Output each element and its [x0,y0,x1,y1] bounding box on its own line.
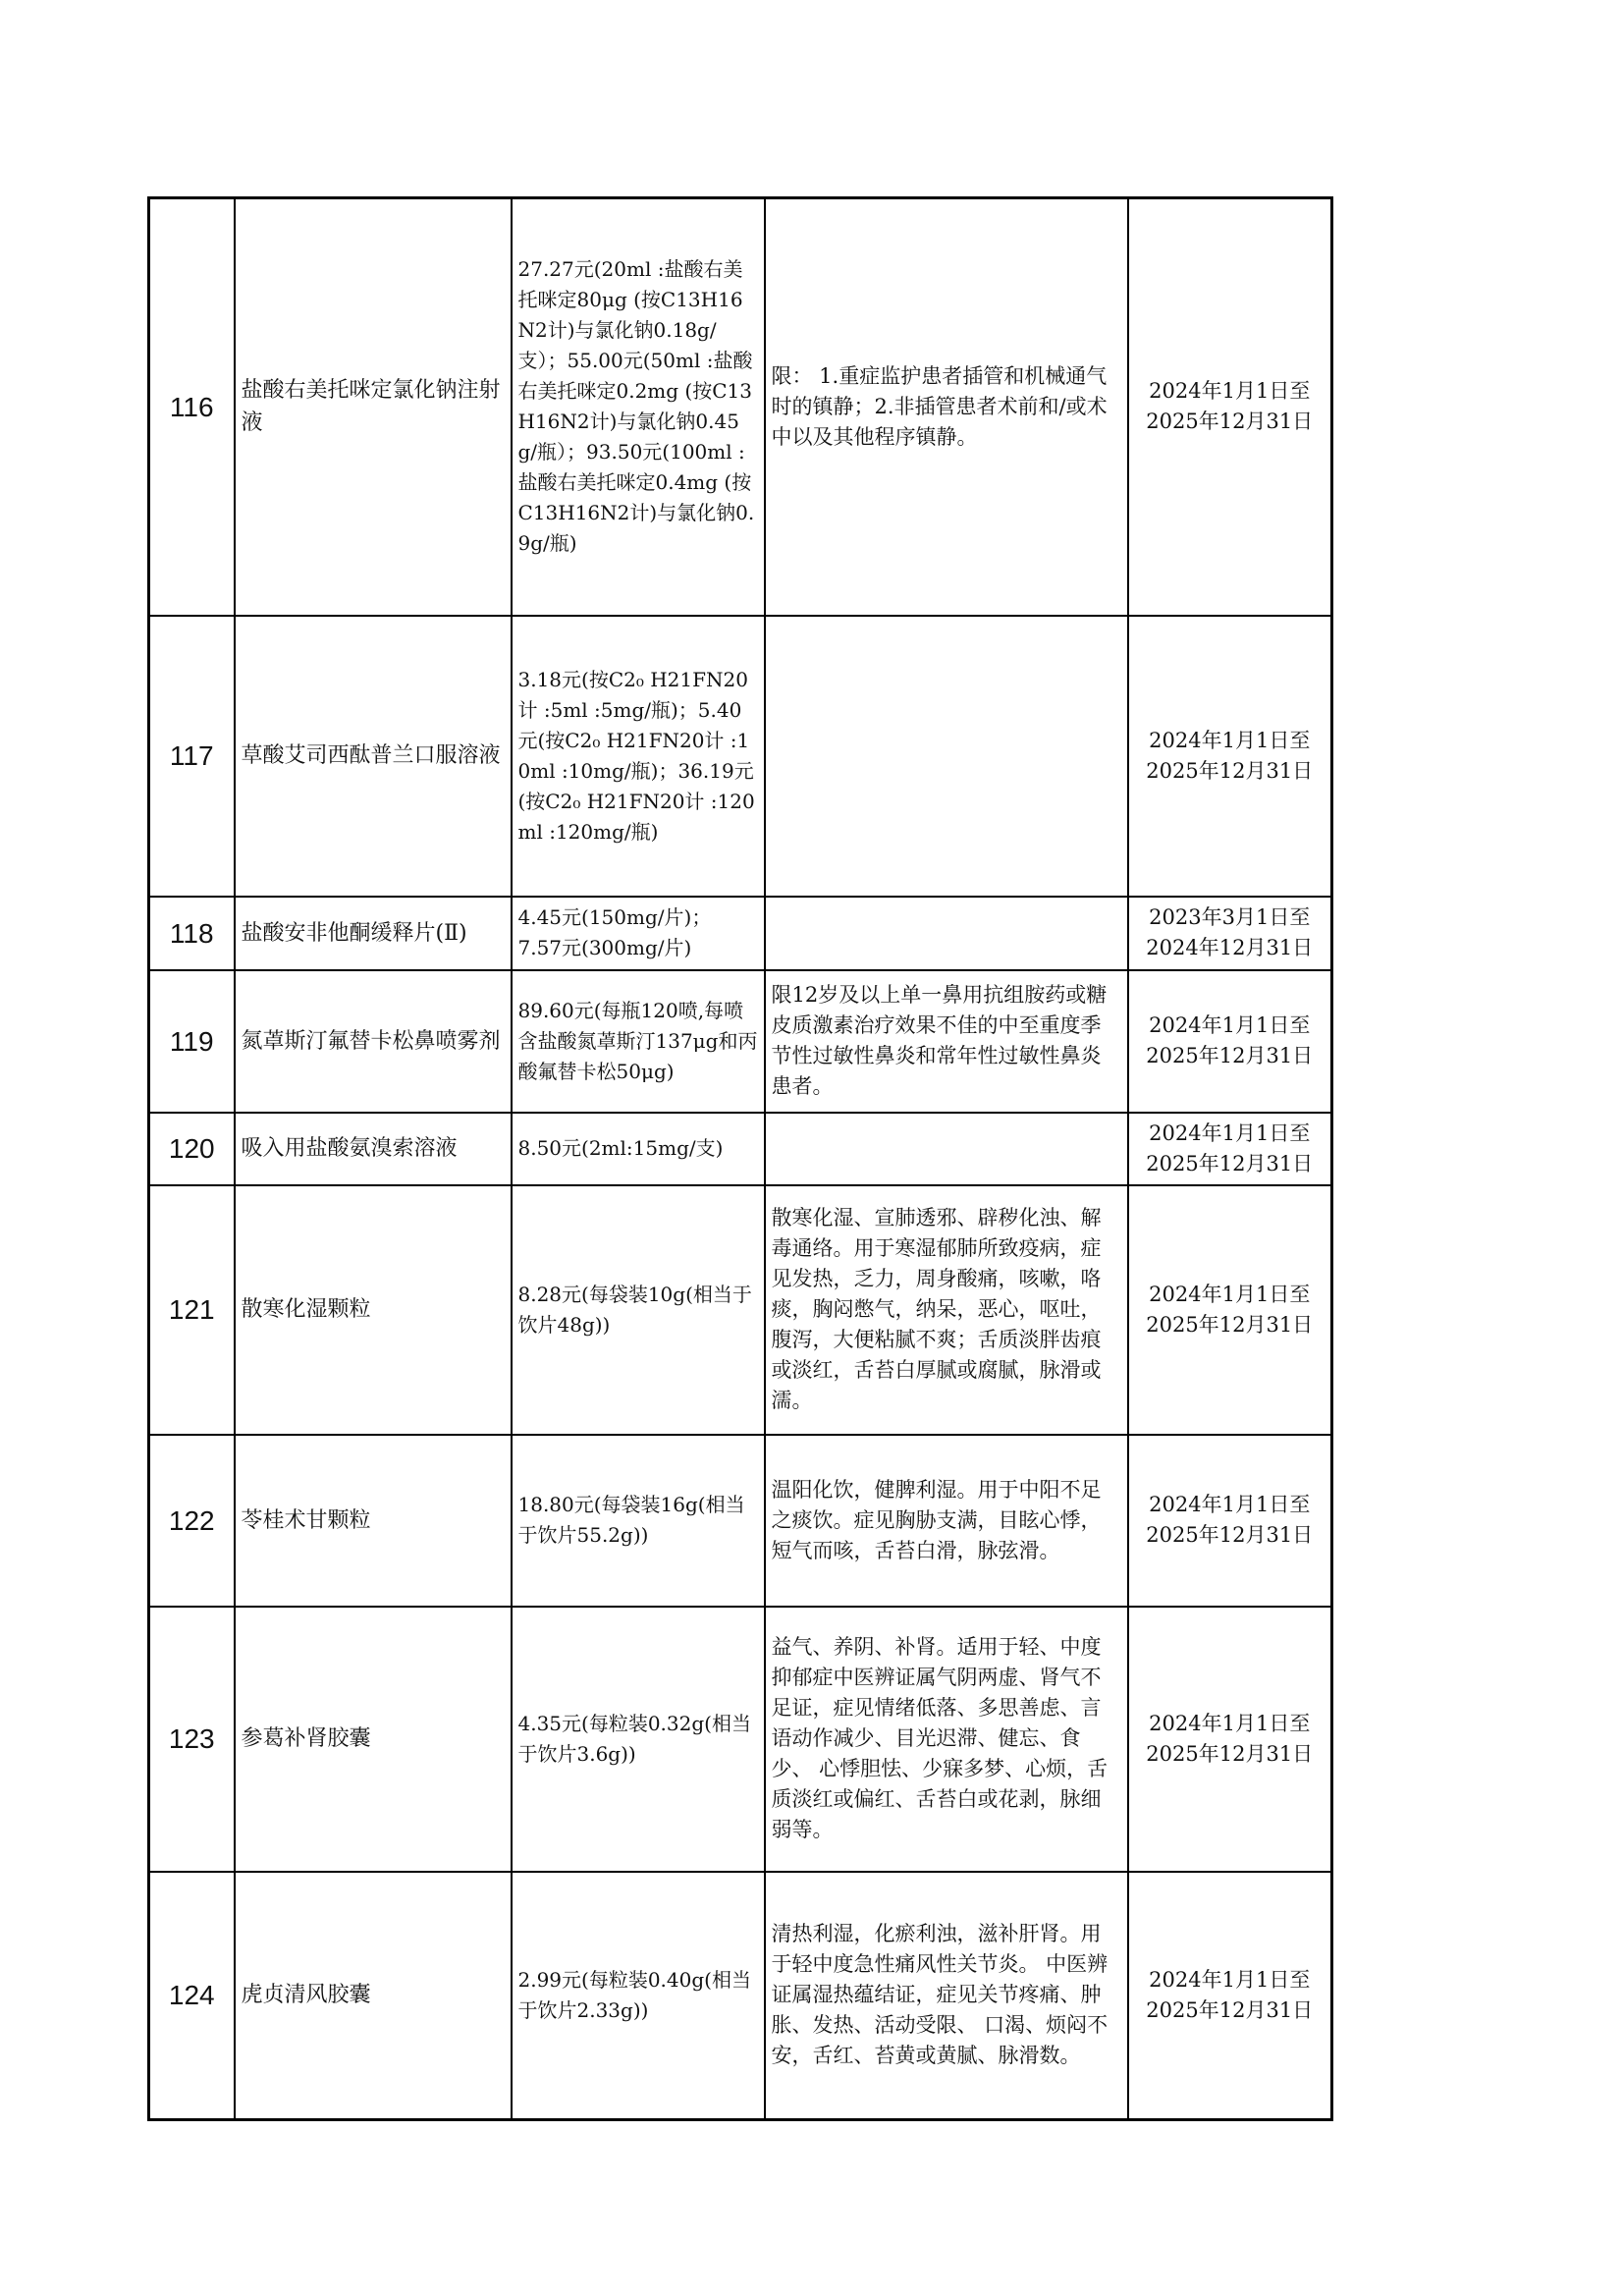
row-number: 117 [149,616,235,897]
price-specification: 3.18元(按C2₀ H21FN20计 :5ml :5mg/瓶)；5.40元(按C2₀ H21FN20计 :10ml :10mg/瓶)；36.19元(按C2₀ H21FN20计 :120ml :120mg/瓶) [512,616,765,897]
drug-name: 苓桂术甘颗粒 [235,1435,512,1607]
drug-name: 参葛补肾胶囊 [235,1607,512,1872]
indication: 温阳化饮，健脾利湿。用于中阳不足之痰饮。症见胸胁支满，目眩心悸，短气而咳，舌苔白滑，脉弦滑。 [765,1435,1128,1607]
row-number: 122 [149,1435,235,1607]
validity-period: 2024年1月1日至 2025年12月31日 [1128,970,1332,1113]
validity-period: 2024年1月1日至 2025年12月31日 [1128,1435,1332,1607]
price-specification: 4.35元(每粒装0.32g(相当于饮片3.6g)) [512,1607,765,1872]
price-specification: 18.80元(每袋装16g(相当于饮片55.2g)) [512,1435,765,1607]
drug-name: 散寒化湿颗粒 [235,1185,512,1435]
row-number: 124 [149,1872,235,2120]
drug-name: 盐酸右美托咪定氯化钠注射液 [235,198,512,616]
validity-period: 2023年3月1日至 2024年12月31日 [1128,897,1332,970]
price-specification: 8.50元(2ml:15mg/支) [512,1113,765,1185]
table-row [149,1872,1332,2120]
table-row [149,198,1332,616]
price-specification: 2.99元(每粒装0.40g(相当于饮片2.33g)) [512,1872,765,2120]
table-row [149,1435,1332,1607]
indication: 散寒化湿、宣肺透邪、辟秽化浊、解毒通络。用于寒湿郁肺所致疫病，症见发热，乏力，周身酸痛，咳嗽，咯痰，胸闷憋气，纳呆，恶心，呕吐，腹泻，大便粘腻不爽；舌质淡胖齿痕或淡红，舌苔白厚腻或腐腻，脉滑或濡。 [765,1185,1128,1435]
indication: 限： 1.重症监护患者插管和机械通气时的镇静；2.非插管患者术前和/或术中以及其他程序镇静。 [765,198,1128,616]
price-specification: 27.27元(20ml :盐酸右美托咪定80μg (按C13H16N2计)与氯化钠0.18g/支）；55.00元(50ml :盐酸右美托咪定0.2mg (按C13H16N2计)与氯化钠0.45g/瓶）；93.50元(100ml :盐酸右美托咪定0.4mg (按C13H16N2计)与氯化钠0.9g/瓶) [512,198,765,616]
drug-name: 氮䓬斯汀氟替卡松鼻喷雾剂 [235,970,512,1113]
drug-name: 草酸艾司西酞普兰口服溶液 [235,616,512,897]
price-specification: 4.45元(150mg/片)； 7.57元(300mg/片) [512,897,765,970]
table-row [149,1185,1332,1435]
validity-period: 2024年1月1日至 2025年12月31日 [1128,616,1332,897]
row-number: 121 [149,1185,235,1435]
row-number: 119 [149,970,235,1113]
validity-period: 2024年1月1日至 2025年12月31日 [1128,198,1332,616]
row-number: 116 [149,198,235,616]
indication [765,1113,1128,1185]
table-row [149,616,1332,897]
drug-name: 吸入用盐酸氨溴索溶液 [235,1113,512,1185]
indication: 清热利湿，化瘀利浊，滋补肝肾。用于轻中度急性痛风性关节炎。 中医辨证属湿热蕴结证，症见关节疼痛、肿胀、发热、活动受限、 口渴、烦闷不安，舌红、苔黄或黄腻、脉滑数。 [765,1872,1128,2120]
validity-period: 2024年1月1日至 2025年12月31日 [1128,1872,1332,2120]
drug-price-table [147,196,1333,2121]
row-number: 123 [149,1607,235,1872]
drug-name: 盐酸安非他酮缓释片(Ⅱ) [235,897,512,970]
indication: 益气、养阴、补肾。适用于轻、中度抑郁症中医辨证属气阴两虚、肾气不足证，症见情绪低落、多思善虑、言语动作减少、目光迟滞、健忘、食少、 心悸胆怯、少寐多梦、心烦，舌质淡红或偏红、舌苔白或花剥，脉细弱等。 [765,1607,1128,1872]
table-row [149,970,1332,1113]
table-row [149,1113,1332,1185]
row-number: 120 [149,1113,235,1185]
validity-period: 2024年1月1日至 2025年12月31日 [1128,1113,1332,1185]
price-specification: 8.28元(每袋装10g(相当于饮片48g)) [512,1185,765,1435]
row-number: 118 [149,897,235,970]
price-specification: 89.60元(每瓶120喷,每喷含盐酸氮䓬斯汀137μg和丙酸氟替卡松50μg) [512,970,765,1113]
drug-name: 虎贞清风胶囊 [235,1872,512,2120]
indication [765,897,1128,970]
table-row [149,897,1332,970]
validity-period: 2024年1月1日至 2025年12月31日 [1128,1607,1332,1872]
validity-period: 2024年1月1日至 2025年12月31日 [1128,1185,1332,1435]
indication [765,616,1128,897]
indication: 限12岁及以上单一鼻用抗组胺药或糖皮质激素治疗效果不佳的中至重度季节性过敏性鼻炎和常年性过敏性鼻炎患者。 [765,970,1128,1113]
table-row [149,1607,1332,1872]
